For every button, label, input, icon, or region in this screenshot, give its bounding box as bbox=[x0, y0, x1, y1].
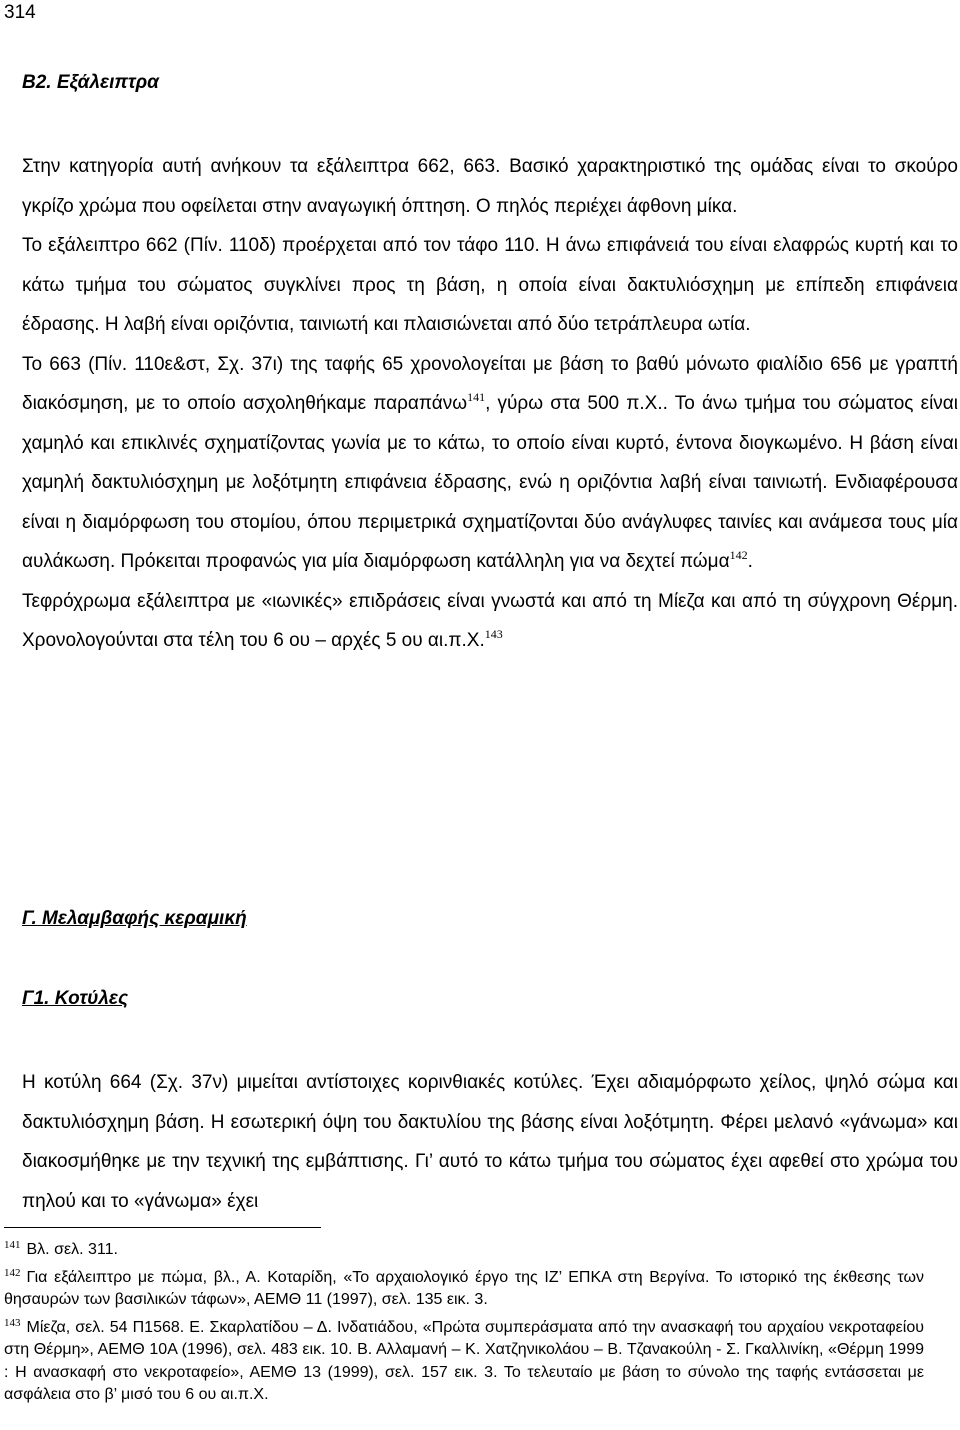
section-g1-title: Γ1. Κοτύλες bbox=[22, 988, 129, 1009]
footnote-ref-142: 142 bbox=[729, 548, 748, 562]
paragraph-b2-3 bbox=[22, 345, 958, 582]
footnote-142 bbox=[4, 1262, 924, 1312]
paragraph-b2-2: Το εξάλειπτρο 662 (Πίν. 110δ) προέρχεται από τον τάφο 110. Η άνω επιφάνειά του είναι ελαφρώς κυρτή και το κάτω τμήμα του σώματος συγκλίνει προς τη βάση, η οποία είναι δακτυλιόσχημη με επίπεδη επιφάνεια έδρασης. Η λαβή είναι οριζόντια, ταινιωτή και πλαισιώνεται από δύο τετράπλευρα ωτία. bbox=[22, 235, 958, 335]
section-b2-body bbox=[22, 147, 958, 661]
footnote-separator bbox=[4, 1227, 321, 1228]
footnote-text: Για εξάλειπτρο με πώμα, βλ., Α. Κοταρίδη, «Το αρχαιολογικό έργο της ΙΖ’ ΕΠΚΑ στη Βεργίνα. Το ιστορικό της έκθεσης των θησαυρών των βασιλικών τάφων», ΑΕΜΘ 11 (1997), σελ. 135 εικ. 3. bbox=[4, 1268, 924, 1308]
footnote-143 bbox=[4, 1312, 924, 1407]
section-g1-body bbox=[22, 1063, 958, 1221]
section-g-title: Γ. Μελαμβαφής κεραμική bbox=[22, 908, 247, 929]
footnote-ref-143: 143 bbox=[484, 627, 503, 641]
footnote-141 bbox=[4, 1234, 924, 1262]
paragraph-g1-1: Η κοτύλη 664 (Σχ. 37ν) μιμείται αντίστοιχες κορινθιακές κοτύλες. Έχει αδιαμόρφωτο χείλος, ψηλό σώμα και δακτυλιόσχημη βάση. Η εσωτερική όψη του δακτυλίου της βάσης είναι λοξότμητη. Φέρει μελανό «γάνωμα» και διακοσμήθηκε με την τεχνική της εμβάπτισης. Γι’ αυτό το κάτω τμήμα του σώματος έχει αφεθεί στο χρώμα του πηλού και το «γάνωμα» έχει bbox=[22, 1072, 958, 1212]
page-number: 314 bbox=[4, 2, 36, 23]
paragraph-b2-3-part-b: , γύρω στα 500 π.Χ.. Το άνω τμήμα του σώματος είναι χαμηλό και επικλινές σχηματίζοντας γωνία με το κάτω, το οποίο είναι κυρτό, έντονα διογκωμένο. Η βάση είναι χαμηλή δακτυλιόσχημη με λοξότμητη επιφάνεια έδρασης, ενώ η οριζόντια λαβή είναι ταινιωτή. Ενδιαφέρουσα είναι η διαμόρφωση του στομίου, όπου περιμετρικά σχηματίζονται δύο ανάγλυφες ταινίες και ανάμεσα τους μία αυλάκωση. Πρόκειται προφανώς για μία διαμόρφωση κατάλληλη για να δεχτεί πώμα bbox=[22, 393, 959, 572]
footnote-text: Βλ. σελ. 311. bbox=[26, 1241, 118, 1258]
footnotes bbox=[4, 1234, 924, 1407]
section-b2-title: Β2. Εξάλειπτρα bbox=[22, 72, 159, 93]
paragraph-b2-3-part-c: . bbox=[747, 551, 753, 572]
footnote-mark: 143 bbox=[4, 1316, 21, 1329]
footnote-text: Μίεζα, σελ. 54 Π1568. Ε. Σκαρλατίδου – Δ. Ινδατιάδου, «Πρώτα συμπεράσματα από την ανασκαφή του αρχαίου νεκροταφείου στη Θέρμη», ΑΕΜΘ 10Α (1996), σελ. 483 εικ. 10. Β. Αλλαμανή – Κ. Χατζηνικολάου – Β. Τζανακούλη - Σ. Γκαλλινίκη, «Θέρμη 1999 : Η ανασκαφή στο νεκροταφείο», ΑΕΜΘ 13 (1999), σελ. 157 εικ. 3. Το τελευταίο με βάση το σύνολο της ταφής εντάσσεται με ασφάλεια στο β’ μισό του 6 ου αι.π.Χ. bbox=[4, 1318, 924, 1403]
footnote-ref-141: 141 bbox=[467, 390, 486, 404]
paragraph-b2-4-text: Τεφρόχρωμα εξάλειπτρα με «ιωνικές» επιδράσεις είναι γνωστά και από τη Μίεζα και από τη σύγχρονη Θέρμη. Χρονολογούνται στα τέλη του 6 ου – αρχές 5 ου αι.π.Χ. bbox=[22, 590, 958, 651]
paragraph-b2-3-part-a: Το 663 (Πίν. 110ε&στ, Σχ. 37ι) της ταφής 65 χρονολογείται με βάση το βαθύ μόνωτο φιαλίδιο 656 με γραπτή διακόσμηση, με το οποίο ασχοληθήκαμε παραπάνω bbox=[22, 353, 958, 414]
footnote-mark: 141 bbox=[4, 1239, 21, 1251]
paragraph-b2-1: Στην κατηγορία αυτή ανήκουν τα εξάλειπτρα 662, 663. Βασικό χαρακτηριστικό της ομάδας είναι το σκούρο γκρίζο χρώμα που οφείλεται στην αναγωγική όπτηση. Ο πηλός περιέχει άφθονη μίκα. bbox=[22, 156, 958, 217]
paragraph-b2-4 bbox=[22, 582, 958, 661]
footnote-mark: 142 bbox=[4, 1266, 21, 1279]
